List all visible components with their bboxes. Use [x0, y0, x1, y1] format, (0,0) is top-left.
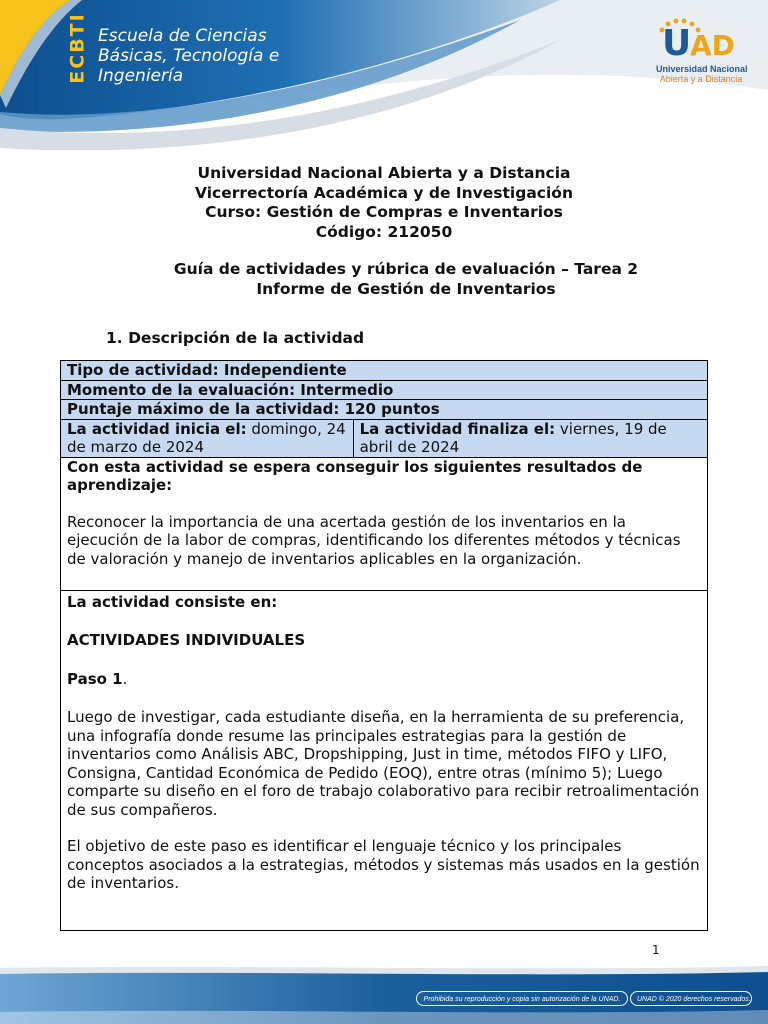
- logo-subtitle-2: Abierta y a Distancia: [659, 74, 743, 84]
- section-title: 1. Descripción de la actividad: [106, 329, 365, 347]
- start-date-cell: La actividad inicia el: domingo, 24 de marzo de 2024: [61, 419, 354, 457]
- school-title-line: Ingeniería: [98, 66, 184, 86]
- start-date-value: domingo, 24 de marzo de 2024: [67, 419, 346, 456]
- activity-consists-title: La actividad consiste en:: [67, 592, 278, 611]
- page-number: 1: [652, 943, 660, 957]
- step-objective-text: El objetivo de este paso es identificar el lenguaje técnico y los principales conceptos asociados a la estrategias, métodos y sistemas más usados en la gestión de inventarios.: [67, 837, 700, 892]
- logo-letters-ad: AD: [690, 29, 735, 62]
- activity-table: [60, 360, 708, 931]
- heading-line: Vicerrectoría Académica y de Investigación: [195, 183, 573, 202]
- unad-logo: [656, 18, 746, 84]
- step-1-text: Luego de investigar, cada estudiante diseña, en la herramienta de su preferencia, una infografía donde resume las principales estrategias para la gestión de inventarios como Análisis ABC, Dropshipping, Just in time, métodos FIFO y LIFO, Consigna, Cantidad Económica de Pedido (EOQ), entre otras (mínimo 5); Luego comparte su diseño en el foro de trabajo colaborativo para recibir retroalimentación de sus compañeros.: [67, 708, 700, 819]
- table-row: [61, 457, 708, 590]
- learning-outcomes-cell: [61, 457, 708, 590]
- table-row: [61, 361, 708, 381]
- header-banner: [0, 0, 768, 150]
- copyright-notice-right: UNAD © 2020 derechos reservados.: [630, 991, 752, 1006]
- logo-letter-u: U: [662, 23, 692, 64]
- evaluation-moment-cell: Momento de la evaluación: Intermedio: [61, 380, 708, 400]
- end-date-value: viernes, 19 de abril de 2024: [359, 419, 667, 456]
- table-row: [61, 419, 708, 457]
- school-title-line: Básicas, Tecnología e: [98, 46, 280, 66]
- guide-title-line: Informe de Gestión de Inventarios: [256, 280, 556, 298]
- unad-wordmark: [656, 18, 746, 64]
- ecbti-vertical-label: ECBTI: [67, 12, 89, 84]
- step-1-label: Paso 1: [67, 669, 123, 688]
- guide-title: [0, 259, 768, 299]
- copyright-notice-left: Prohibida su reproducción y copia sin autorización de la UNAD.: [416, 991, 628, 1006]
- guide-title-line: Guía de actividades y rúbrica de evaluación – Tarea 2: [173, 260, 639, 278]
- heading-line: Curso: Gestión de Compras e Inventarios: [205, 203, 563, 221]
- individual-activities-title: ACTIVIDADES INDIVIDUALES: [67, 631, 306, 649]
- max-score-cell: Puntaje máximo de la actividad: 120 puntos: [61, 400, 708, 420]
- heading-line: Universidad Nacional Abierta y a Distancia: [197, 164, 571, 182]
- activity-type-cell: Tipo de actividad: Independiente: [61, 361, 708, 381]
- activity-description-cell: La actividad consiste en: ACTIVIDADES INDIVIDUALES Paso 1. Luego de investigar, cada estudiante diseña, en la herramienta de su preferencia, una infografía donde resume las principales estrategias para la gestión de inventarios como Análisis ABC, Dropshipping, Just in time, métodos FIFO y LIFO, Consigna, Cantidad Económica de Pedido (EOQ), entre otras (mínimo 5); Luego comparte su diseño en el foro de trabajo colaborativo para recibir retroalimentación de sus compañeros. El objetivo de este paso es identificar el lenguaje técnico y los principales conceptos asociados a la estrategias, métodos y sistemas más usados en la gestión de inventarios.: [61, 590, 708, 930]
- school-title: [98, 26, 279, 86]
- table-row: [61, 590, 708, 930]
- footer-banner: [0, 962, 768, 1024]
- end-date-cell: La actividad finaliza el: viernes, 19 de abril de 2024: [353, 419, 707, 457]
- logo-subtitle-1: Universidad Nacional: [656, 64, 748, 74]
- school-title-line: Escuela de Ciencias: [98, 26, 267, 46]
- heading-line: Código: 212050: [315, 222, 453, 241]
- table-row: [61, 400, 708, 420]
- learning-outcomes-title: Con esta actividad se espera conseguir los siguientes resultados de aprendizaje:: [67, 457, 643, 494]
- learning-outcomes-text: Reconocer la importancia de una acertada gestión de los inventarios en la ejecución de la labor de compras, identificando los diferentes métodos y técnicas de valoración y manejo de inventarios aplicables en la organización.: [67, 512, 681, 568]
- document-heading: [0, 164, 768, 242]
- table-row: [61, 380, 708, 400]
